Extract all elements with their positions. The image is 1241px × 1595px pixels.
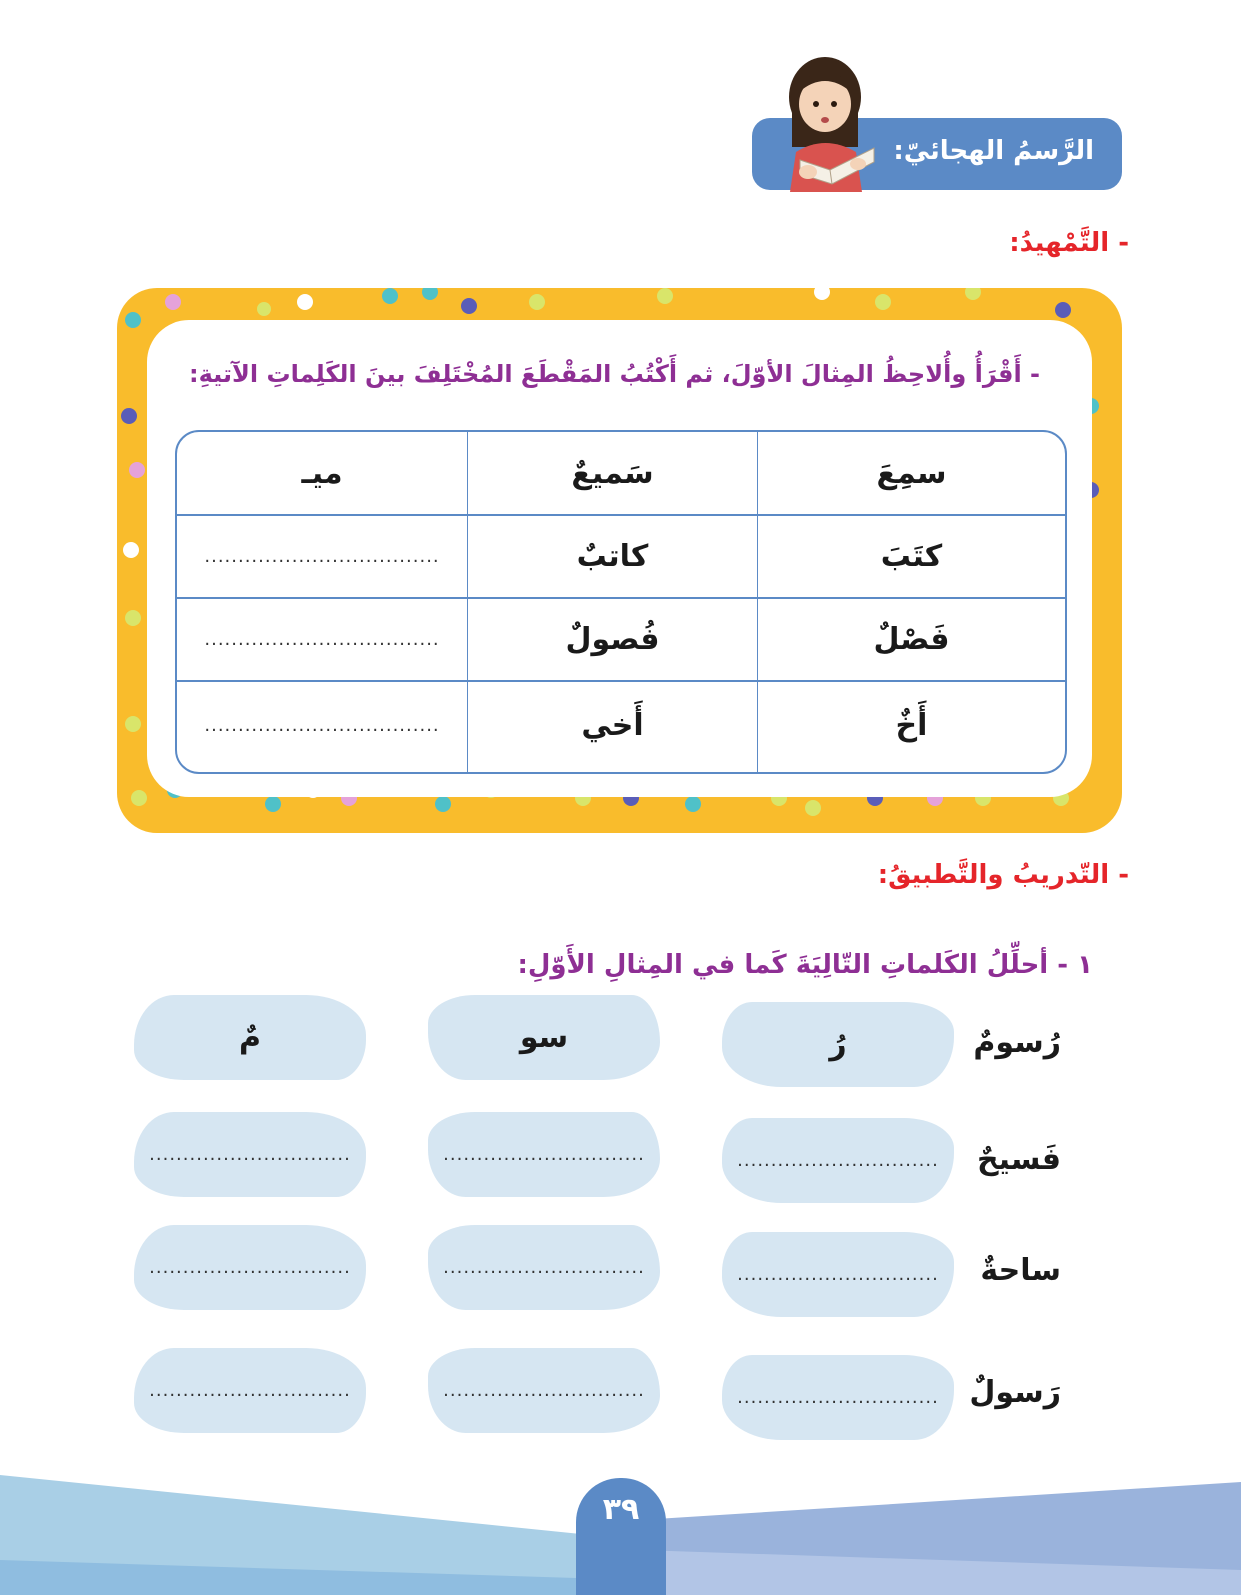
answer-blank: ..............................: [149, 1257, 351, 1278]
question-1: ١ - أحلِّلُ الكَلماتِ التّالِيَةَ كَما في المِثالِ الأَوّلِ:: [517, 950, 1093, 980]
answer-box[interactable]: [134, 1348, 366, 1433]
answer-box[interactable]: [134, 1225, 366, 1310]
word-label: رُسومٌ: [973, 1025, 1061, 1060]
table-cell: كاتبٌ: [576, 539, 649, 574]
exercise-frame: [117, 288, 1122, 833]
girl-reading-illustration: [770, 52, 890, 192]
syllable-box: مٌ: [134, 995, 366, 1080]
exercise-instruction: - أَقْرَأُ وأُلاحِظُ المِثالَ الأوّلَ، ثم أَكْتُبُ المَقْطَعَ المُخْتَلِفَ بينَ الكَلِماتِ الآتيةِ:: [189, 360, 1040, 388]
answer-blank[interactable]: ...................................: [204, 714, 440, 736]
answer-box[interactable]: [722, 1355, 954, 1440]
exercise-card: [147, 320, 1092, 797]
word-label: رَسولٌ: [969, 1375, 1061, 1410]
answer-blank: ..............................: [149, 1144, 351, 1165]
answer-box[interactable]: [428, 1348, 660, 1433]
intro-heading: - التَّمْهيدُ:: [1009, 228, 1129, 258]
table-cell: سمِعَ: [876, 455, 947, 491]
lesson-title: الرَّسمُ الهجائيّ:: [893, 136, 1094, 166]
word-label: فَسيحٌ: [976, 1142, 1061, 1177]
practice-heading: - التّدريبُ والتَّطبيقُ:: [877, 860, 1129, 890]
answer-blank: ..............................: [737, 1150, 939, 1171]
answer-blank: ..............................: [443, 1144, 645, 1165]
syllable-box: رُ: [722, 1002, 954, 1087]
table-cell: سَميعٌ: [571, 455, 654, 491]
answer-blank: ..............................: [149, 1380, 351, 1401]
answer-blank[interactable]: ...................................: [204, 546, 440, 567]
answer-blank: ..............................: [737, 1264, 939, 1285]
syllable-table: [175, 430, 1067, 774]
table-cell: أَخي: [581, 707, 644, 743]
page-number: ٣٩: [576, 1478, 666, 1595]
word-label: ساحةٌ: [980, 1253, 1061, 1288]
syllable-box: سو: [428, 995, 660, 1080]
table-cell: أَخٌ: [895, 707, 928, 743]
answer-box[interactable]: [428, 1225, 660, 1310]
table-cell: كتَبَ: [880, 539, 943, 574]
answer-blank: ..............................: [737, 1387, 939, 1408]
table-cell: فَصْلٌ: [873, 622, 950, 657]
answer-blank: ..............................: [443, 1380, 645, 1401]
answer-box[interactable]: [722, 1232, 954, 1317]
answer-box[interactable]: [722, 1118, 954, 1203]
answer-box[interactable]: [134, 1112, 366, 1197]
answer-blank[interactable]: ...................................: [204, 629, 440, 650]
table-cell: ميـ: [301, 455, 343, 491]
answer-blank: ..............................: [443, 1257, 645, 1278]
answer-box[interactable]: [428, 1112, 660, 1197]
table-cell: فُصولٌ: [565, 622, 660, 657]
